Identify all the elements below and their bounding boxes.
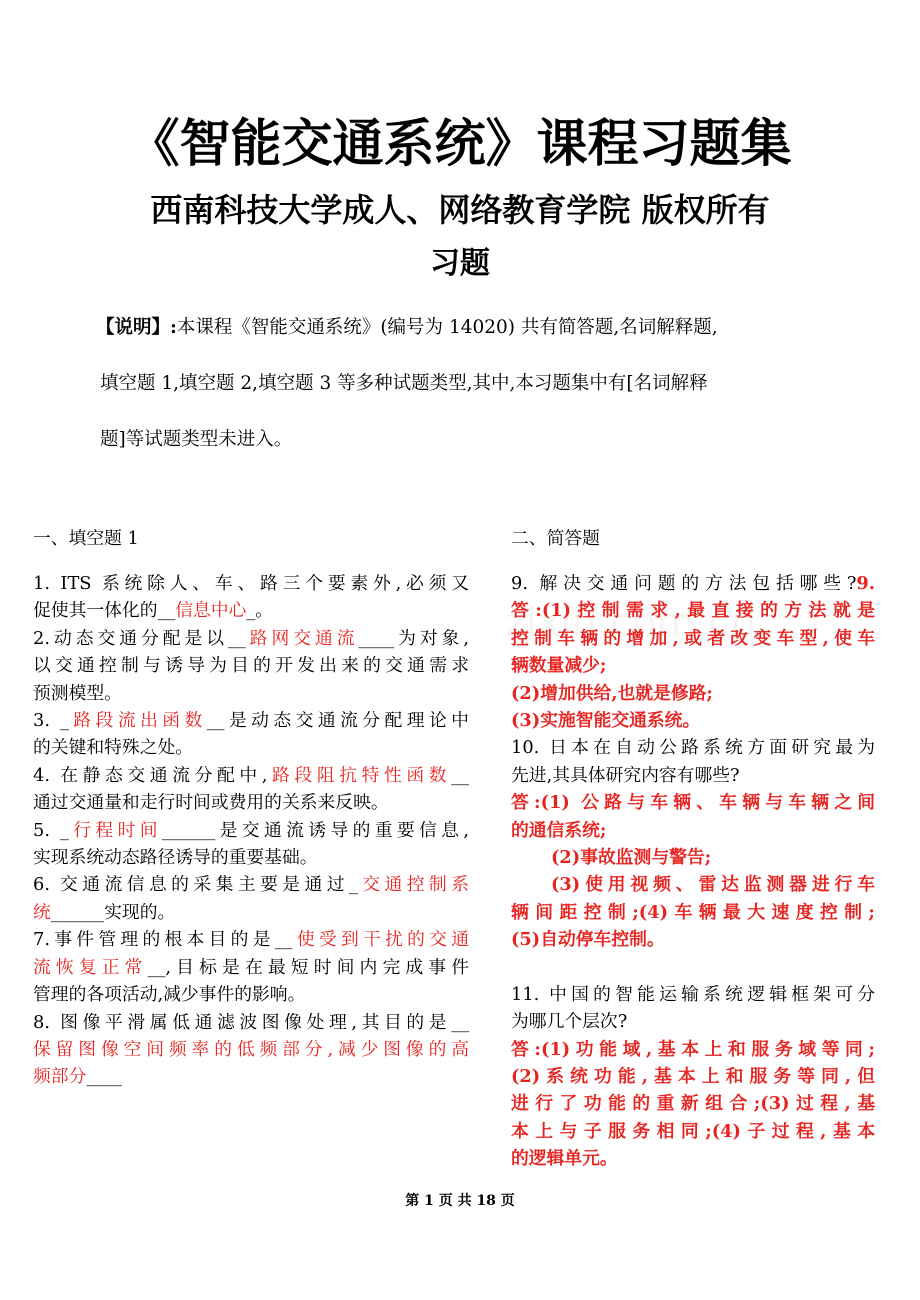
q4-answer: 路段阻抗特性函数 bbox=[267, 764, 452, 786]
q5-line-2: 实现系统动态路径诱导的重要基础。 bbox=[33, 847, 318, 869]
q11-answer-1: 答:(1)功能域,基本上和服务域等同; bbox=[511, 1038, 875, 1060]
q7-answer-1: 使受到干扰的交通 bbox=[292, 929, 469, 951]
q11-answer-4: 本上与子服务相同;(4)子过程,基本 bbox=[511, 1120, 875, 1142]
q9-answer-4: (2)增加供给,也就是修路; bbox=[511, 682, 713, 704]
document-title: 《智能交通系统》课程习题集 bbox=[128, 114, 792, 174]
q1-text: 促使其一体化的__ bbox=[33, 600, 176, 622]
q5-answer: 行程时间 bbox=[68, 819, 162, 841]
q2-line-3: 预测模型。 bbox=[33, 682, 122, 704]
q7-text: 7.事件管理的根本目的是__ bbox=[33, 929, 293, 951]
q5-tail: ______是交通流诱导的重要信息, bbox=[161, 819, 469, 841]
q4-line-1 bbox=[33, 762, 469, 789]
q5-text: 5. _ bbox=[33, 819, 69, 841]
short-answer-column bbox=[511, 524, 875, 1173]
q10-answer-4: (3)使用视频、雷达监测器进行车 bbox=[551, 874, 875, 896]
q2-text: 2.动态交通分配是以__ bbox=[33, 627, 246, 649]
q11-question-1: 11. 中国的智能运输系统逻辑框架可分 bbox=[511, 983, 875, 1005]
section-heading: 习题 bbox=[430, 246, 490, 281]
q10-answer-3: (2)事故监测与警告; bbox=[551, 847, 712, 869]
q3-tail: __是动态交通流分配理论中 bbox=[206, 710, 469, 732]
q8-tail: ____ bbox=[86, 1066, 122, 1088]
q6-line-2 bbox=[33, 899, 469, 926]
q10-answer-2: 的通信系统; bbox=[511, 819, 607, 841]
q6-answer-1: 交通控制系 bbox=[357, 874, 469, 896]
q2-tail: ____为对象, bbox=[358, 627, 470, 649]
q11-answer-5: 的逻辑单元。 bbox=[511, 1148, 618, 1170]
q11-answer-3: 进行了功能的重新组合;(3)过程,基 bbox=[511, 1093, 875, 1115]
q9-answer-number: 9. bbox=[856, 573, 875, 594]
left-section-heading: 一、填空题 1 bbox=[33, 528, 139, 549]
q3-line-1 bbox=[33, 707, 469, 734]
q8-answer-1: 保留图像空间频率的低频部分,减少图像的高 bbox=[33, 1038, 469, 1060]
q6-text: 6. 交通流信息的采集主要是通过_ bbox=[33, 874, 358, 896]
intro-line-2: 填空题 1,填空题 2,填空题 3 等多种试题类型,其中,本习题集中有[名词解释 bbox=[100, 373, 708, 394]
q7-tail: __,目标是在最短时间内完成事件 bbox=[147, 956, 469, 978]
q7-line-2 bbox=[33, 954, 469, 981]
q4-tail: __ bbox=[451, 764, 469, 786]
fill-in-blank-column bbox=[33, 524, 469, 1091]
q9-answer-3: 辆数量减少; bbox=[511, 655, 607, 677]
q10-answer-1: 答:(1) 公路与车辆、车辆与车辆之间 bbox=[511, 792, 875, 814]
q8-line-3 bbox=[33, 1063, 469, 1090]
q9-line-1 bbox=[511, 570, 875, 597]
spacer bbox=[511, 954, 875, 981]
q9-answer-2: 控制车辆的增加,或者改变车型,使车 bbox=[511, 627, 875, 649]
q10-answer-5: 辆间距控制;(4)车辆最大速度控制; bbox=[511, 901, 875, 923]
q3-text: 3. _ bbox=[33, 710, 69, 732]
q1-tail: _。 bbox=[246, 600, 274, 622]
q3-answer: 路段流出函数 bbox=[68, 710, 207, 732]
intro-text-1: 本课程《智能交通系统》(编号为 14020) 共有简答题,名词解释题, bbox=[176, 317, 718, 338]
q10-question-2: 先进,其具体研究内容有哪些? bbox=[511, 764, 740, 786]
q4-text: 4. 在静态交通流分配中, bbox=[33, 764, 268, 786]
q8-line-1: 8. 图像平滑属低通滤波图像处理,其目的是__ bbox=[33, 1011, 469, 1033]
document-subtitle: 西南科技大学成人、网络教育学院 版权所有 bbox=[150, 191, 770, 229]
page-footer: 第 1 页 共 18 页 bbox=[405, 1193, 515, 1209]
q4-line-2: 通过交通量和走行时间或费用的关系来反映。 bbox=[33, 792, 389, 814]
q10-answer-6: (5)自动停车控制。 bbox=[511, 929, 665, 951]
q7-line-1 bbox=[33, 926, 469, 953]
q9-question: 9. 解决交通问题的方法包括哪些? bbox=[511, 573, 857, 594]
q1-answer: 信息中心 bbox=[175, 600, 247, 622]
intro-label: 【说明】: bbox=[96, 317, 177, 338]
q7-line-3: 管理的各项活动,减少事件的影响。 bbox=[33, 984, 306, 1006]
q2-line-2: 以交通控制与诱导为目的开发出来的交通需求 bbox=[33, 655, 469, 677]
q11-question-2: 为哪几个层次? bbox=[511, 1011, 628, 1033]
q8-answer-2: 频部分 bbox=[33, 1066, 87, 1088]
right-section-heading: 二、简答题 bbox=[511, 528, 600, 549]
q10-question-1: 10. 日本在自动公路系统方面研究最为 bbox=[511, 737, 875, 759]
q3-line-2: 的关键和特殊之处。 bbox=[33, 737, 194, 759]
q7-answer-2: 流恢复正常 bbox=[33, 956, 148, 978]
q2-answer: 路网交通流 bbox=[245, 627, 359, 649]
q2-line-1 bbox=[33, 625, 469, 652]
q6-answer-2: 统 bbox=[33, 901, 51, 923]
q11-answer-2: (2)系统功能,基本上和服务等同,但 bbox=[511, 1065, 875, 1087]
intro-line-3: 题]等试题类型未进入。 bbox=[100, 429, 293, 450]
intro-line-1 bbox=[96, 300, 820, 356]
q9-answer-5: (3)实施智能交通系统。 bbox=[511, 710, 701, 732]
intro-paragraph bbox=[96, 300, 820, 468]
q9-answer-1: 答:(1)控制需求,最直接的方法就是 bbox=[511, 600, 875, 622]
q6-tail: ______实现的。 bbox=[50, 901, 176, 923]
q1-line-2 bbox=[33, 597, 469, 624]
q6-line-1 bbox=[33, 871, 469, 898]
q5-line-1 bbox=[33, 817, 469, 844]
q1-line-1: 1. ITS 系统除人、车、路三个要素外,必须又 bbox=[33, 573, 469, 594]
